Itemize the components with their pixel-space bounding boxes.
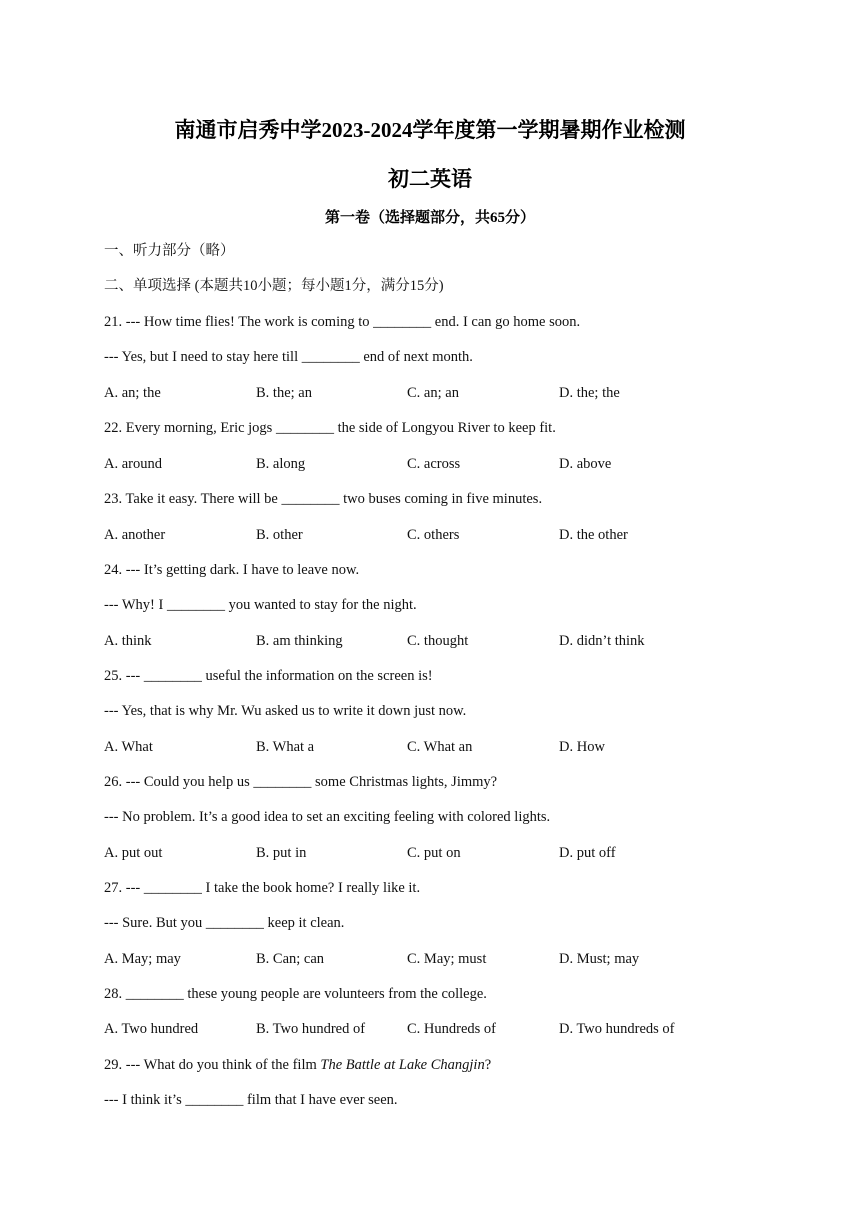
question-27-option-c: C. May; must [407, 951, 487, 967]
question-22-line-1: 22. Every morning, Eric jogs ________ the side of Longyou River to keep fit. [104, 420, 556, 436]
question-29-line-2: --- I think it’s ________ film that I have ever seen. [104, 1092, 398, 1108]
question-26-option-d: D. put off [559, 845, 616, 861]
question-24-option-d: D. didn’t think [559, 633, 645, 649]
question-22-option-b: B. along [256, 456, 306, 472]
part-heading: 第一卷（选择题部分，共65分） [324, 210, 535, 226]
question-27-option-d: D. Must; may [559, 951, 640, 967]
question-27-line-2: --- Sure. But you ________ keep it clean. [104, 915, 345, 931]
question-26-option-c: C. put on [407, 845, 461, 861]
question-28-option-a: A. Two hundred [104, 1021, 199, 1037]
question-24-option-c: C. thought [407, 633, 469, 649]
question-23-option-b: B. other [256, 527, 303, 543]
question-24-line-2: --- Why! I ________ you wanted to stay for the night. [104, 597, 417, 613]
question-26-option-b: B. put in [256, 845, 307, 861]
question-28-option-d: D. Two hundreds of [559, 1021, 675, 1037]
film-title: The Battle at Lake Changjin [320, 1057, 485, 1073]
question-22-option-a: A. around [104, 456, 162, 472]
question-26-line-2: --- No problem. It’s a good idea to set an exciting feeling with colored lights. [104, 809, 551, 825]
question-25-line-2: --- Yes, that is why Mr. Wu asked us to write it down just now. [104, 703, 467, 719]
question-21-line-1: 21. --- How time flies! The work is coming to ________ end. I can go home soon. [104, 314, 581, 330]
question-25-option-b: B. What a [256, 739, 315, 755]
question-28-line-1: 28. ________ these young people are volunteers from the college. [104, 986, 487, 1002]
exam-title: 南通市启秀中学2023-2024学年度第一学期暑期作业检测 [174, 118, 686, 142]
question-27-line-1: 27. --- ________ I take the book home? I really like it. [104, 880, 421, 896]
question-23-line-1: 23. Take it easy. There will be ________ two buses coming in five minutes. [104, 491, 543, 507]
question-21-option-a: A. an; the [104, 385, 161, 401]
question-25-option-c: C. What an [407, 739, 473, 755]
question-24-option-b: B. am thinking [256, 633, 343, 649]
question-24-line-1: 24. --- It’s getting dark. I have to leave now. [104, 562, 360, 578]
question-21-option-d: D. the; the [559, 385, 620, 401]
question-22-option-d: D. above [559, 456, 612, 472]
question-21-option-b: B. the; an [256, 385, 312, 401]
question-24-option-a: A. think [104, 633, 152, 649]
question-23-option-a: A. another [104, 527, 166, 543]
question-23-option-c: C. others [407, 527, 460, 543]
question-26-line-1: 26. --- Could you help us ________ some Christmas lights, Jimmy? [104, 774, 498, 790]
question-27-option-b: B. Can; can [256, 951, 325, 967]
question-21-line-2: --- Yes, but I need to stay here till ________ end of next month. [104, 349, 473, 365]
question-22-option-c: C. across [407, 456, 461, 472]
question-23-option-d: D. the other [559, 527, 628, 543]
question-25-line-1: 25. --- ________ useful the information on the screen is! [104, 668, 433, 684]
question-25-option-a: A. What [104, 739, 153, 755]
question-29-prefix: 29. --- What do you think of the film [104, 1057, 321, 1073]
question-25-option-d: D. How [559, 739, 605, 755]
question-26-option-a: A. put out [104, 845, 163, 861]
question-28-option-b: B. Two hundred of [256, 1021, 366, 1037]
question-21-option-c: C. an; an [407, 385, 459, 401]
question-29-line-1 [104, 1056, 491, 1074]
question-28-option-c: C. Hundreds of [407, 1021, 497, 1037]
question-29-suffix: ? [484, 1057, 492, 1073]
section-listening: 一、听力部分（略） [104, 243, 235, 259]
exam-subtitle: 初二英语 [388, 167, 472, 191]
section-single-choice: 二、单项选择 (本题共10小题；每小题1分，满分15分) [104, 278, 444, 294]
question-27-option-a: A. May; may [104, 951, 181, 967]
